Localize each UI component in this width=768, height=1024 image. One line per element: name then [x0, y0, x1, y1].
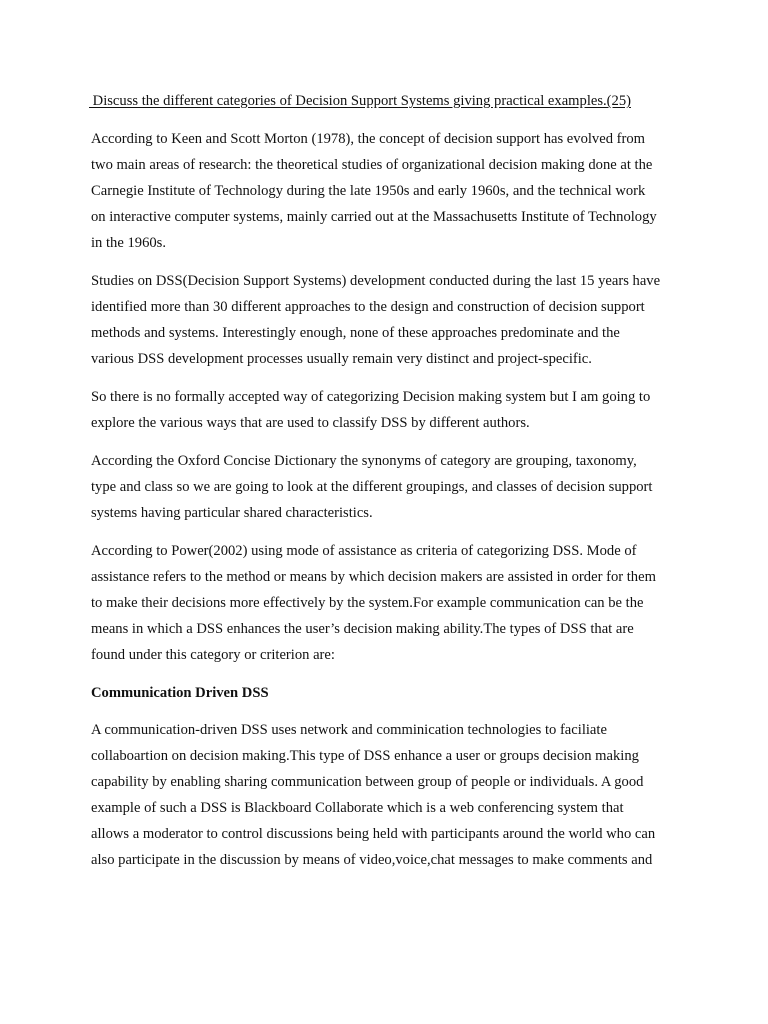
text-line: found under this category or criterion are:	[91, 647, 335, 663]
section-heading: Communication Driven DSS	[91, 685, 269, 701]
text-line: to make their decisions more effectively by the system.For example communication can be the	[91, 595, 644, 611]
paragraphs-before	[91, 126, 768, 668]
paragraph	[91, 268, 687, 372]
text-line: assistance refers to the method or means by which decision makers are assisted in order for them	[91, 569, 656, 585]
text-line: Studies on DSS(Decision Support Systems) development conducted during the last 15 years have	[91, 273, 661, 289]
text-line: allows a moderator to control discussions being held with participants around the world who can	[91, 826, 656, 842]
text-line: example of such a DSS is Blackboard Collaborate which is a web conferencing system that	[91, 800, 624, 816]
document-heading: Discuss the different categories of Decision Support Systems giving practical examples.(25)	[89, 93, 631, 109]
paragraphs-after	[91, 717, 768, 873]
text-line: collaboartion on decision making.This type of DSS enhance a user or groups decision making	[91, 748, 639, 764]
text-line: According to Keen and Scott Morton (1978), the concept of decision support has evolved from	[91, 131, 646, 147]
text-line: systems having particular shared characteristics.	[91, 505, 373, 521]
text-line: explore the various ways that are used to classify DSS by different authors.	[91, 415, 530, 431]
text-line: various DSS development processes usually remain very distinct and project-specific.	[91, 351, 592, 367]
text-line: means in which a DSS enhances the user’s decision making ability.The types of DSS that are	[91, 621, 634, 637]
paragraph	[91, 538, 687, 668]
paragraph	[91, 126, 687, 256]
text-line: on interactive computer systems, mainly carried out at the Massachusetts Institute of Technology	[91, 209, 657, 225]
text-line: in the 1960s.	[91, 235, 166, 251]
text-line: Carnegie Institute of Technology during the late 1950s and early 1960s, and the technical work	[91, 183, 646, 199]
text-line: A communication-driven DSS uses network and comminication technologies to faciliate	[91, 722, 607, 738]
text-line: According the Oxford Concise Dictionary the synonyms of category are grouping, taxonomy,	[91, 453, 637, 469]
text-line: also participate in the discussion by means of video,voice,chat messages to make comments and	[91, 852, 653, 868]
text-line: methods and systems. Interestingly enough, none of these approaches predominate and the	[91, 325, 620, 341]
paragraph	[91, 448, 687, 526]
paragraph	[91, 384, 687, 436]
text-line: capability by enabling sharing communication between group of people or individuals. A good	[91, 774, 644, 790]
paragraph	[91, 717, 687, 873]
text-line: two main areas of research: the theoretical studies of organizational decision making done at the	[91, 157, 653, 173]
text-line: identified more than 30 different approaches to the design and construction of decision support	[91, 299, 645, 315]
text-line: So there is no formally accepted way of categorizing Decision making system but I am going to	[91, 389, 651, 405]
text-line: type and class so we are going to look at the different groupings, and classes of decision support	[91, 479, 653, 495]
text-line: According to Power(2002) using mode of assistance as criteria of categorizing DSS. Mode of	[91, 543, 637, 559]
